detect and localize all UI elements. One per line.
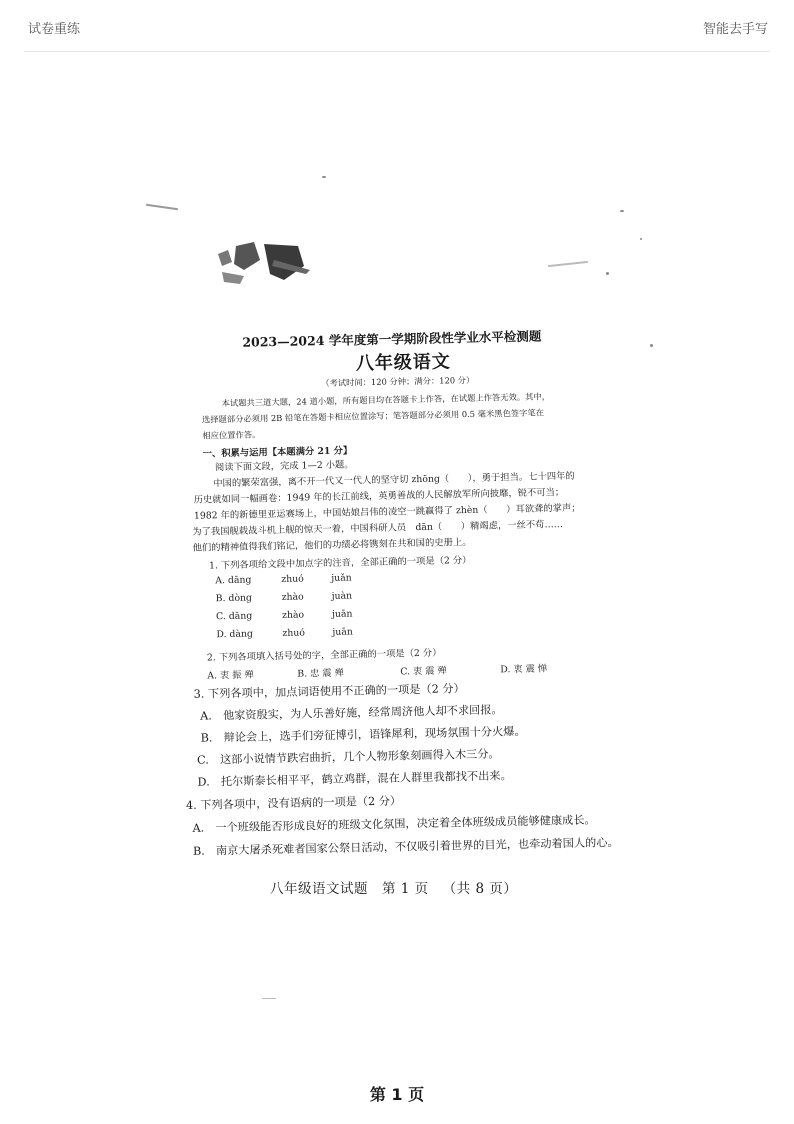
footer-exam-label: 八年级语文试题 <box>270 881 368 897</box>
q2-option-d: D. 衷 震 惮 <box>500 663 548 676</box>
q2-option-a: A. 衷 振 殚 <box>207 669 254 682</box>
q1-option-a: juǎn <box>331 572 352 584</box>
exam-page-footer <box>270 877 517 897</box>
exam-sheet <box>180 317 631 866</box>
scan-speck <box>620 210 624 212</box>
section-heading: 一、积累与运用【本题满分 21 分】 <box>202 445 353 460</box>
q1-option-d: zhuó <box>282 627 306 639</box>
instruction-line: 选择题部分必须用 2B 铅笔在答题卡相应位置涂写；笔答题部分必须用 0.5 毫米黑色签字笔在 <box>201 407 545 425</box>
passage-line: 中国的繁荣富强，离不开一代又一代人的坚守切 zhōng（ ），勇于担当。七十四年的 <box>213 470 575 490</box>
q1-option-c: juān <box>331 608 353 620</box>
header-divider <box>24 51 770 52</box>
exam-subject: 八年级语文 <box>355 351 452 375</box>
q3-option-a: A. 他家资殷实，为人乐善好施，经常周济他人却不求回报。 <box>200 703 503 723</box>
q3-option-b: B. 辩论会上，选手们旁征博引，语锋犀利，现场氛围十分火爆。 <box>200 724 526 745</box>
scan-speck <box>322 176 326 178</box>
q1-option-c: C. dāng <box>215 610 253 623</box>
q2-option-c: C. 衷 震 殚 <box>400 665 447 678</box>
q1-option-b: juàn <box>331 590 353 602</box>
instruction-line: 本试题共三道大题，24 道小题，所有题目均在答题卡上作答，在试题上作答无效。其中， <box>221 391 551 409</box>
page-number: 第 1 页 <box>369 1085 425 1104</box>
footer-total: （共 8 页） <box>442 881 518 897</box>
q3-option-c: C. 这部小说情节跌宕曲折，几个人物形象刻画得入木三分。 <box>196 747 500 767</box>
q2-option-b: B. 忠 震 殚 <box>297 667 344 680</box>
passage-line: 为了我国舰载战斗机上舰的惊天一着，中国科研人员 dān（ ）精竭虑，一丝不苟…… <box>192 519 564 538</box>
question-2-stem: 2. 下列各项填入括号处的字，全部正确的一项是（2 分） <box>206 647 442 664</box>
header-right-label[interactable]: 智能去手写 <box>702 22 768 37</box>
passage-line: 他们的精神值得我们铭记，他们的功绩必将镌刻在共和国的史册上。 <box>192 536 472 554</box>
q4-option-b: B. 南京大屠杀死难者国家公祭日活动，不仅吸引着世界的目光，也牵动着国人的心。 <box>192 835 619 858</box>
q1-option-c: zhào <box>281 609 305 621</box>
exam-time-info: （考试时间：120 分钟；满分：120 分） <box>321 374 475 389</box>
scan-streak <box>548 261 588 267</box>
scan-speck <box>650 344 653 347</box>
passage-line: 1982 年的新德里亚运赛场上，中国姑娘吕伟的凌空一跳赢得了 zhèn（ ）耳欲聋的掌声； <box>193 502 581 522</box>
exam-title: 2023—2024 学年度第一学期阶段性学业水平检测题 <box>242 328 542 350</box>
question-1-stem: 1. 下列各项给文段中加点字的注音，全部正确的一项是（2 分） <box>208 554 472 572</box>
q1-option-d: D. dàng <box>216 628 254 641</box>
scan-speck <box>606 272 609 275</box>
reading-intro: 阅读下面文段，完成 1—2 小题。 <box>214 459 354 474</box>
q1-option-d: juān <box>332 626 353 638</box>
q4-option-a: A. 一个班级能否形成良好的班级文化氛围，决定着全体班级成员能够健康成长。 <box>192 813 596 835</box>
scan-smudge-mark <box>214 240 314 288</box>
scan-streak <box>262 998 276 999</box>
instruction-line: 相应位置作答。 <box>202 429 261 441</box>
q1-option-b: zhào <box>281 591 304 603</box>
question-4-stem: 4. 下列各项中，没有语病的一项是（2 分） <box>185 794 402 812</box>
q3-option-d: D. 托尔斯泰长相平平，鹤立鸡群，混在人群里我都找不出来。 <box>197 769 512 789</box>
footer-page: 第 1 页 <box>382 881 429 897</box>
q1-option-a: A. dāng <box>215 574 252 587</box>
question-3-stem: 3. 下列各项中，加点词语使用不正确的一项是（2 分） <box>193 682 465 701</box>
q1-option-a: zhuó <box>281 573 304 585</box>
scan-streak <box>146 204 178 210</box>
passage-line: 历史就如同一幅画卷：1949 年的长江前线，英勇善战的人民解放军所向披靡，锐不可当； <box>193 486 565 506</box>
scan-speck <box>640 238 642 240</box>
header-left-label: 试卷重练 <box>28 22 81 37</box>
q1-option-b: B. dòng <box>215 592 253 605</box>
